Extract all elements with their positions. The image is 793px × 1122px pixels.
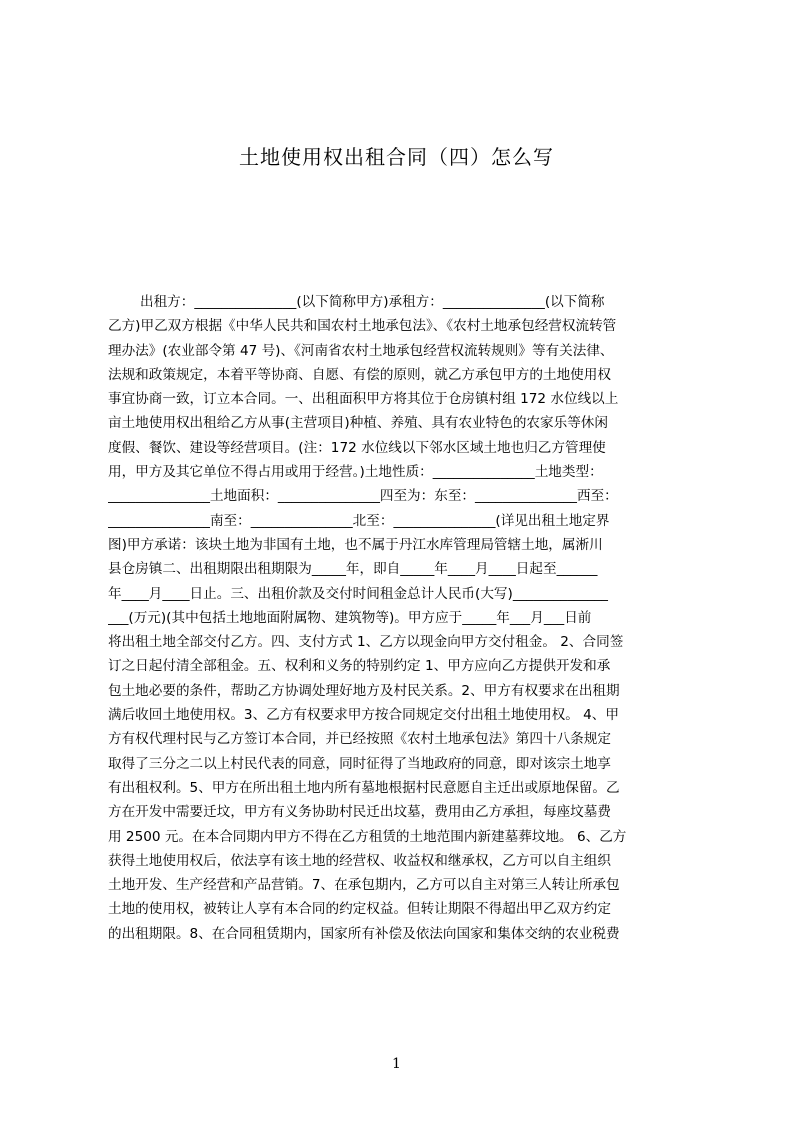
- body-line: 年____月____日止。三、出租价款及交付时间租金总计人民币(大写)______________: [108, 585, 608, 602]
- body-line: 出租方：_______________(以下简称甲方)承租方：_______________(以下简称: [140, 294, 605, 310]
- body-line: 法规和政策规定，本着平等协商、自愿、有偿的原则，就乙方承包甲方的土地使用权: [108, 366, 611, 383]
- body-line: 土地的使用权，被转让人享有本合同的约定权益。但转让期限不得超出甲乙双方约定: [108, 901, 611, 918]
- body-line: 乙方)甲乙双方根据《中华人民共和国农村土地承包法》、《农村土地承包经营权流转管: [108, 318, 617, 335]
- body-line: 用 2500 元。在本合同期内甲方不得在乙方租赁的土地范围内新建墓葬坟地。 6、乙方: [108, 828, 627, 845]
- body-line: ___(万元)(其中包括土地地面附属物、建筑物等)。甲方应于_____年___月___日前: [108, 609, 592, 626]
- body-line: 有出租权利。5、甲方在所出租土地内所有墓地根据村民意愿自主迁出或原地保留。乙: [108, 779, 620, 796]
- document-title: 土地使用权出租合同（四）怎么写: [239, 145, 554, 169]
- body-line: 用，甲方及其它单位不得占用或用于经营。)土地性质：_______________土地类型：: [108, 464, 603, 481]
- body-line: 县仓房镇二、出租期限出租期限为_____年，即自_____年____月____日起至______: [108, 561, 598, 578]
- body-line: 理办法》(农业部令第 47 号)、《河南省农村土地承包经营权流转规则》等有关法律、: [108, 342, 614, 359]
- body-line: 图)甲方承诺：该块土地为非国有土地，也不属于丹江水库管理局管辖土地，属淅川: [108, 536, 603, 553]
- body-line: 方在开发中需要迁坟，甲方有义务协助村民迁出坟墓，费用由乙方承担，每座坟墓费: [108, 804, 611, 821]
- body-line: 亩土地使用权出租给乙方从事(主营项目)种植、养殖、具有农业特色的农家乐等休闲: [108, 415, 608, 432]
- body-line: 订之日起付清全部租金。五、权利和义务的特别约定 1、甲方应向乙方提供开发和承: [108, 658, 611, 675]
- body-line: 方有权代理村民与乙方签订本合同，并已经按照《农村土地承包法》第四十八条规定: [108, 731, 611, 748]
- body-line: 将出租土地全部交付乙方。四、支付方式 1、乙方以现金向甲方交付租金。 2、合同签: [108, 634, 624, 651]
- body-line: 事宜协商一致，订立本合同。一、出租面积甲方将其位于仓房镇村组 172 水位线以上: [108, 391, 619, 408]
- body-line: 获得土地使用权后，依法享有该土地的经营权、收益权和继承权，乙方可以自主组织: [108, 852, 611, 869]
- body-line: _______________土地面积：_______________四至为：东至：_______________西至：: [108, 488, 618, 505]
- page-number: 1: [392, 1056, 401, 1072]
- body-line: 满后收回土地使用权。3、乙方有权要求甲方按合同规定交付出租土地使用权。 4、甲: [108, 707, 619, 724]
- body-line: 取得了三分之二以上村民代表的同意，同时征得了当地政府的同意，即对该宗土地享: [108, 755, 611, 772]
- body-line: 的出租期限。8、在合同租赁期内，国家所有补偿及依法向国家和集体交纳的农业税费: [108, 925, 620, 942]
- body-line: _______________南至：_______________北至：_______________(详见出租土地定界: [108, 512, 610, 529]
- body-line: 度假、餐饮、建设等经营项目。(注：172 水位线以下邻水区域土地也归乙方管理使: [108, 439, 606, 456]
- body-line: 包土地必要的条件，帮助乙方协调处理好地方及村民关系。2、甲方有权要求在出租期: [108, 682, 620, 699]
- document-body: [108, 290, 698, 946]
- body-line: 土地开发、生产经营和产品营销。7、在承包期内，乙方可以自主对第三人转让所承包: [108, 877, 620, 894]
